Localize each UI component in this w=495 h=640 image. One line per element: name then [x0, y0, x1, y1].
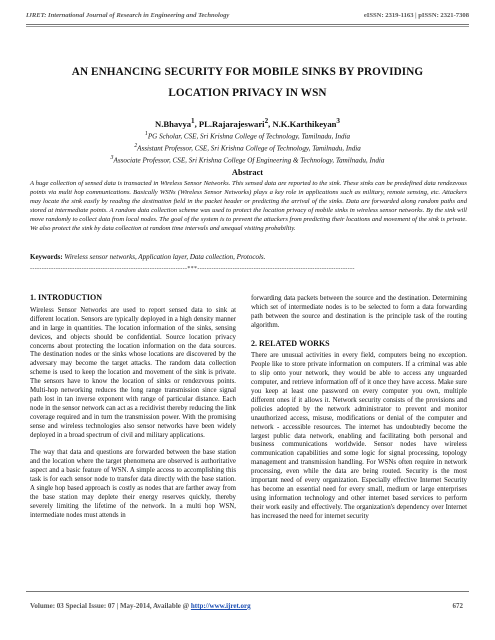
- footer-volume-text: Volume: 03 Special Issue: 07 | May-2014, Available @: [30, 602, 191, 610]
- author-list: [26, 117, 469, 129]
- affiliation-text: Assistant Professor, CSE, Sri Krishna College of Technology, Tamilnadu, India: [137, 144, 361, 153]
- author-name: N.K.Karthikeyan: [272, 118, 337, 129]
- affiliation-text: Associate Professor, CSE, Sri Krishna College Of Engineering & Technology, Tamilnadu, India: [113, 156, 385, 165]
- page-number: 672: [452, 602, 463, 610]
- keywords: [30, 253, 467, 261]
- related-paragraph-1: There are unusual activities in every field, computers being no exception. People like to store private information on computers. If a criminal was able to slip onto your network, they would be able to access any unguarded computer, and retrieve information off of it once they have access. Make sure you keep at least one password on every computer you own, multiple different ones if it allows it. Network security consists of the provisions and policies adopted by the network administrator to prevent and monitor unauthorized access, misuse, modifications or denial of the computer and network - accessible resources. The internet has undoubtedly become the largest public data network, enabling and facilitating both personal and business communications worldwide. Sensor nodes have wireless communication capabilities and some logic for signal processing, topology management and transmission handling. For WSNs often require in network processing, even while the data are being routed. Security is the most important need of every organization. Especially effective Internet Security has become an essential need for every small, medium or large enterprises using information technology and other internet based services to perform their work easily and effectively. The organization's dependency over Internet has increased the need for internet security: [251, 352, 467, 520]
- intro-paragraph-3: forwarding data packets between the source and the destination. Determining which set of intermediate nodes is to be selected to form a data forwarding path between the source and destination is the principle task of the routing algorithm.: [251, 295, 467, 329]
- affiliation-sup: 1: [144, 131, 148, 137]
- title-line-1: AN ENHANCING SECURITY FOR MOBILE SINKS BY PROVIDING: [71, 66, 424, 78]
- paper-title: [26, 62, 469, 104]
- author-sup: 3: [336, 117, 340, 125]
- author-separator: ,: [268, 118, 273, 129]
- header-rule-thin: [26, 26, 469, 27]
- section-separator: -------------------------------------------------------------------***-------------------------------------------------------------------: [30, 266, 355, 272]
- left-column: [30, 294, 236, 530]
- running-header: [26, 12, 469, 19]
- affiliation-sup: 2: [134, 142, 138, 149]
- affiliation-line: [26, 154, 469, 166]
- title-line-2: LOCATION PRIVACY IN WSN: [168, 87, 327, 99]
- section-heading-introduction: 1. INTRODUCTION: [30, 293, 103, 302]
- author-sup: 2: [264, 117, 269, 125]
- journal-name: IJRET: International Journal of Research in Engineering and Technology: [26, 12, 230, 19]
- keywords-text: Wireless sensor networks, Application layer, Data collection, Protocols.: [64, 253, 266, 261]
- abstract-body: A huge collection of sensed data is transacted in Wireless Sensor Networks. This sensed data are reported to the sink. These sinks can be predefined data rendezvous points via multi hop communications. Basically WSNs (Wireless Sensor Networks) plays a key role in applications such as military, remote sensing, etc. Attackers may locate the sink easily by reading the destination field in the packet header or predicting the arrival of the sinks. Data are forwarded along random paths and stored at intermediate points. A random data collection scheme was used to protect the location privacy of mobile sinks in wireless sensor networks. By the sink will move randomly to collect data from local nodes. The goal of the system is to prevent the attackers from predicting their locations and movement of the sink is private. We also protect the sink by data collection at random time intervals and unequal visiting probability.: [30, 180, 467, 232]
- journal-link[interactable]: http://www.ijret.org: [190, 602, 251, 610]
- author-sup: 1: [191, 117, 195, 125]
- affiliations: [26, 130, 469, 166]
- author-separator: ,: [194, 118, 199, 129]
- right-column: [251, 295, 467, 531]
- affiliation-line: [26, 130, 469, 142]
- issn-text: eISSN: 2319-1163 | pISSN: 2321-7308: [363, 12, 469, 19]
- affiliation-text: PG Scholar, CSE, Sri Krishna College of Technology, Tamilnadu, India: [147, 132, 351, 141]
- author-name: PL.Rajarajeswari: [198, 118, 265, 129]
- header-rule: [26, 24, 469, 25]
- footer-rule: [26, 591, 469, 592]
- abstract-heading: Abstract: [231, 168, 264, 177]
- keywords-label: Keywords:: [30, 253, 63, 261]
- section-heading-related-works: 2. RELATED WORKS: [251, 338, 330, 348]
- page-footer: [30, 602, 463, 610]
- footer-volume: [30, 602, 251, 610]
- intro-paragraph-2: The way that data and questions are forwarded between the base station and the location where the target phenomena are observed is authoritative aspect and a basic feature of WSN. A simple access to accomplishing this task is for each sensor node to transfer data directly with the base station. A single hop based approach is costly as nodes that are farther away from the base station may deplete their energy reserves quickly, thereby severely limiting the lifetime of the network. In a multi hop WSN, intermediate nodes must attends in: [30, 449, 236, 519]
- intro-paragraph-1: Wireless Sensor Networks are used to report sensed data to sink at different location. Sensors are typically deployed in a high density manner and in large in quantities. The location information of the sinks, sensing devices, and objects should be confidential. Source location privacy concerns about protecting the location information on the data sources. The destination nodes or the sinks whose locations are discovered by the adversary may become the target attacks. The random data collection scheme is used to keep the location and movement of the sink is private. The sensors have to know the location of sinks or rendezvous points. Multi-hop networking reduces the long range transmission since signal path lost in tan inverse exponent with range of particular distance. Each node in the sensor network can act as a recidivist thereby reducing the link coverage required and in turn the transmission power. With the promising sense and wireless technologies also sensor networks have been widely deployed in a broad spectrum of civil and military applications.: [30, 306, 236, 439]
- author-name: N.Bhavya: [154, 118, 192, 129]
- affiliation-sup: 3: [110, 154, 114, 161]
- affiliation-line: [26, 142, 469, 154]
